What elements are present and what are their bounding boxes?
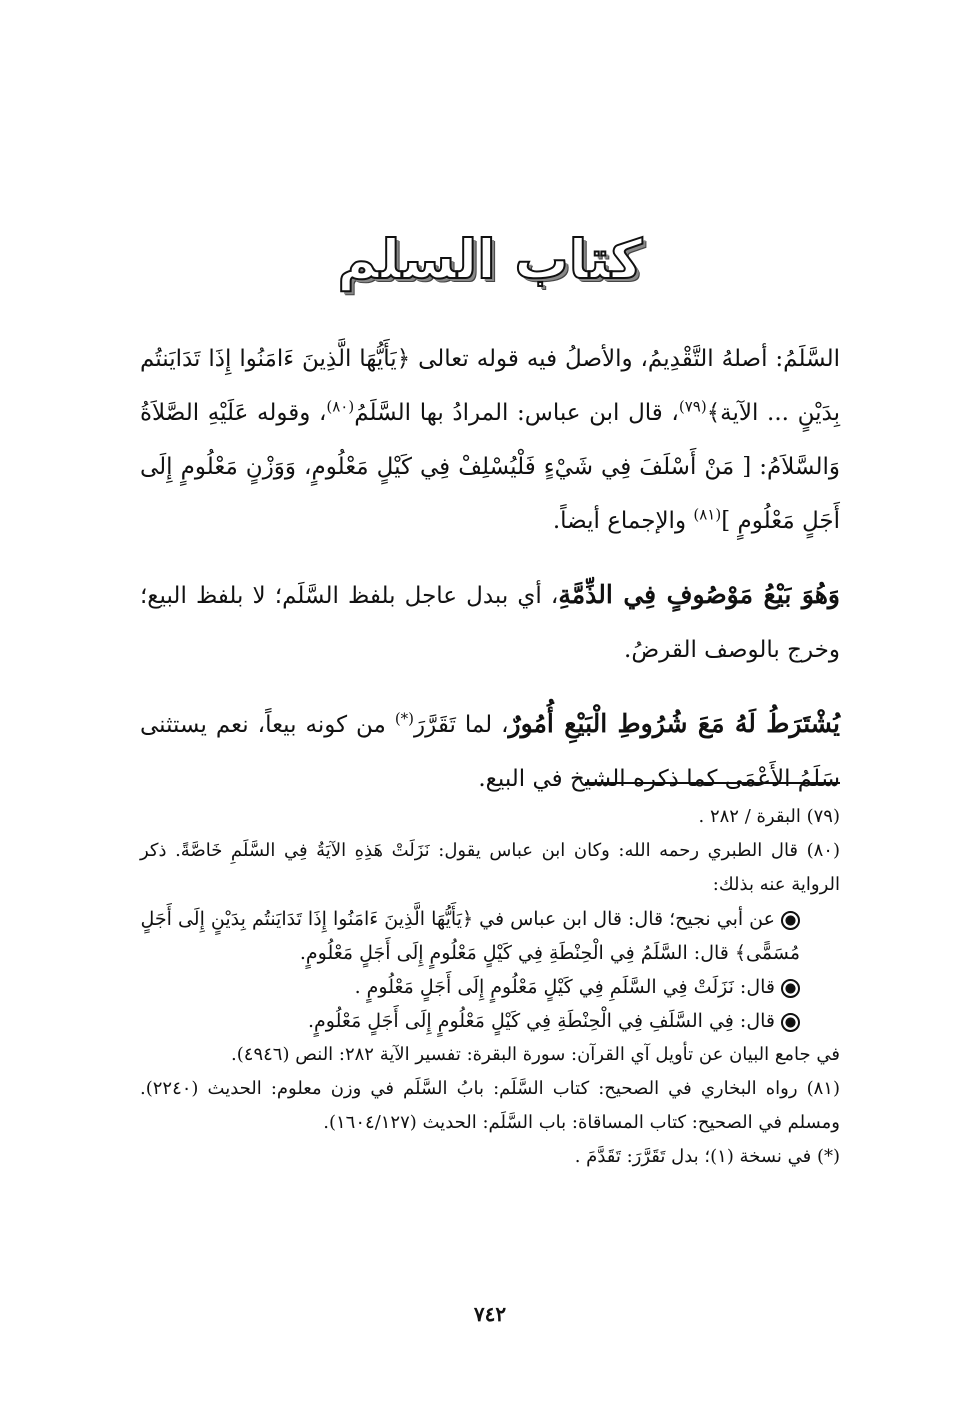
footnote-ref[interactable]: (٧٩): [678, 397, 707, 416]
footnote-79: (٧٩) البقرة / ٢٨٢ .: [698, 806, 840, 827]
paragraph-text: من كونه بيعاً، نعم يستثنى سَلَمُ الأَعْمَى كما ذكره الشيخ في البيع.: [140, 712, 840, 792]
footnote-star: (*) في نسخة (١)؛ بدل تَقَرَّرَ: تَقَدَّمَ .: [574, 1146, 840, 1167]
footnote-81: (٨١) رواه البخاري في الصحيح: كتاب السَّلَم: بابُ السَّلَم في وزن معلوم: الحديث (٢٢٤٠). ومسلم في الصحيح: كتاب المساقاة: باب السَّلَم: الحديث (١٦٠٤/١٢٧).: [140, 1078, 840, 1133]
footnote-ref[interactable]: (٨٠): [326, 397, 355, 416]
paragraph-text: ، وقوله عَلَيْهِ الصَّلاَةُ وَالسَّلاَمُ: [ مَنْ أَسْلَفَ فِي شَيْءٍ فَلْيُسْلِفْ فِي كَيْلٍ مَعْلُومٍ، وَوَزْنٍ مَعْلُومٍ إِلَى أَجَلٍ مَعْلُومٍ ]: [140, 400, 840, 534]
footnotes: [140, 800, 840, 1174]
paragraph-text: ، قال ابن عباس: المرادُ بها السَّلَمُ: [354, 400, 679, 426]
list-item: [140, 902, 840, 970]
footnote-ref[interactable]: (*): [394, 709, 415, 728]
paragraph-text: السَّلَمُ: أصلهُ التَّقْدِيمُ، والأصلُ فيه قوله تعالى ﴿يَأَيُّهَا الَّذِينَ ءَامَنُوا إِذَا تَدَايَنتُم بِدَيْنٍ ... الآية﴾: [140, 346, 841, 426]
footnote-bullet-text: قال: نَزَلَتْ فِي السَّلَمِ فِي كَيْلٍ مَعْلُومٍ إِلَى أَجَلٍ مَعْلُومٍ .: [354, 976, 775, 998]
bullet-icon: [781, 979, 800, 998]
paragraph-text: ، أي ببدل عاجل بلفظ السَّلَم؛ لا بلفظ البيع؛ وخرج بالوصف القرضُ.: [140, 583, 840, 663]
main-text: [140, 332, 840, 826]
matn-text: يُشْتَرَطُ لَهُ مَعَ شُرُوطِ الْبَيْعِ أُمُورٌ: [508, 709, 840, 738]
footnote-ref[interactable]: (٨١): [693, 505, 722, 524]
footnote-80-source: في جامع البيان عن تأويل آي القرآن: سورة البقرة: تفسير الآية ٢٨٢: النص (٤٩٤٦).: [231, 1044, 840, 1065]
paragraph-text: والإجماع أيضاً.: [552, 508, 694, 534]
paragraph-text: ، لما تَقَرَّرَ: [414, 712, 509, 738]
list-item: [140, 1004, 840, 1038]
footnote-bullet-text: عن أبي نجيح؛ قال: قال ابن عباس في ﴿يَأَيُّهَا الَّذِينَ ءَامَنُوا إِذَا تَدَايَنتُم بِدَيْنٍ إِلَى أَجَلٍ مُسَمًّى﴾ قال: السَّلَمُ فِي الْحِنْطَةِ فِي كَيْلٍ مَعْلُومٍ إِلَى أَجَلٍ مَعْلُومٍ.: [140, 908, 800, 964]
bullet-icon: [781, 911, 800, 930]
paragraph-3: [140, 697, 840, 806]
list-item: [140, 970, 840, 1004]
footnote-divider: [585, 782, 840, 784]
bullet-icon: [781, 1013, 800, 1032]
page-number: ٧٤٢: [473, 1302, 507, 1326]
paragraph-1: [140, 332, 840, 548]
matn-text: وَهُوَ بَيْعُ مَوْصُوفٍ فِي الذِّمَّةِ: [558, 580, 840, 609]
footnote-80: (٨٠) قال الطبري رحمه الله: وكان ابن عباس يقول: نَزَلَتْ هَذِهِ الآيَةُ فِي السَّلَمِ خَاصَّةً. ذكر الرواية عنه بذلك:: [140, 840, 840, 895]
chapter-title: كتاب السلم: [337, 228, 643, 291]
paragraph-2: [140, 568, 840, 677]
footnote-bullet-text: قال: فِي السَّلَفِ فِي الْحِنْطَةِ فِي كَيْلٍ مَعْلُومٍ إِلَى أَجَلٍ مَعْلُومٍ.: [308, 1010, 775, 1032]
